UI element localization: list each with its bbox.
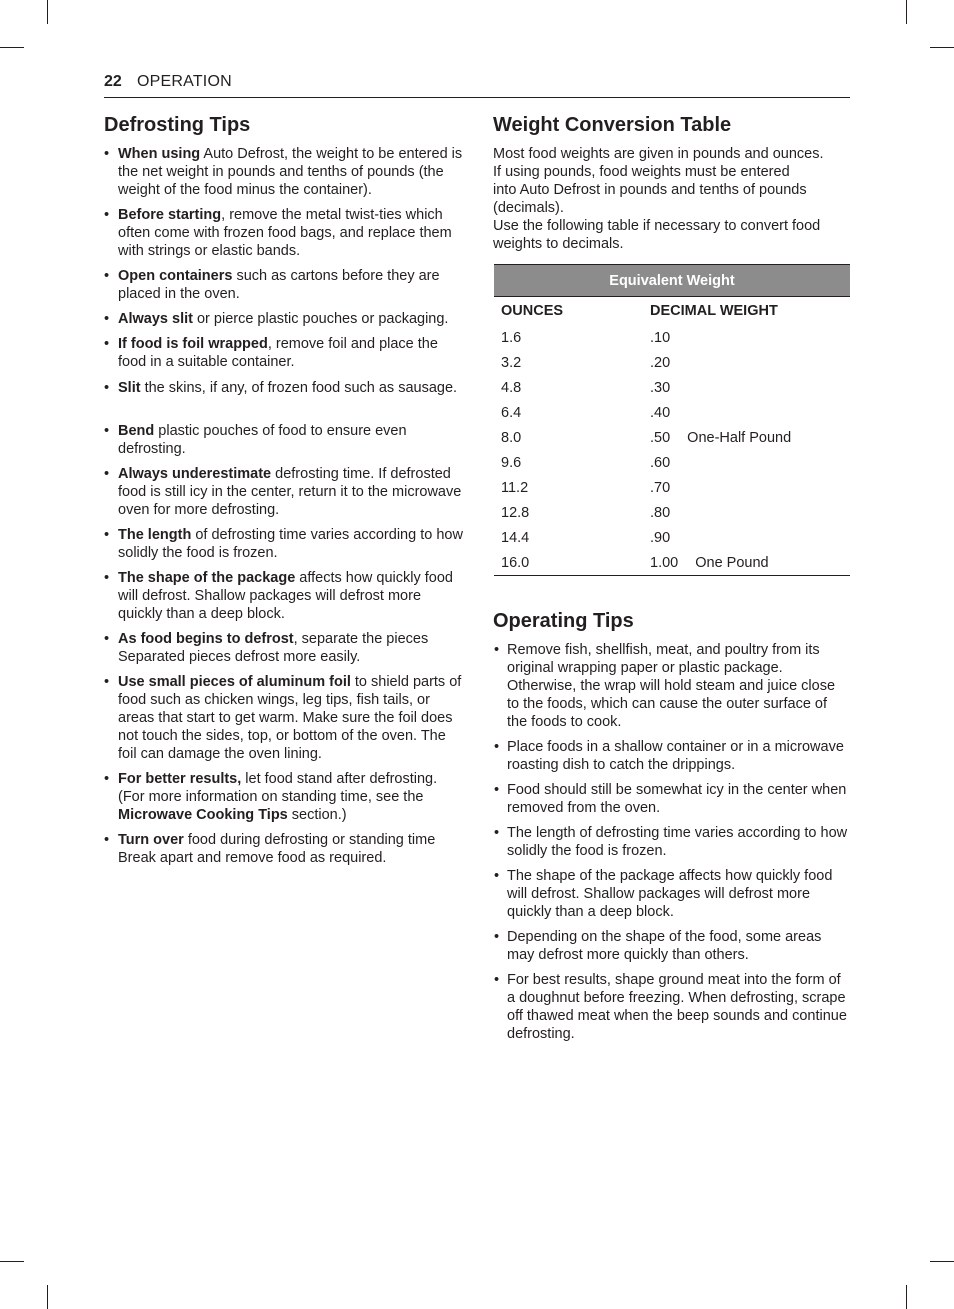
defrost-tip: • Always slit or pierce plastic pouches or packaging.	[104, 311, 449, 327]
operating-tip: • Remove fish, shellfish, meat, and poultry from its original wrapping paper or plastic package. Otherwise, the wrap will hold steam and juice close to the foods, which can cause the outer surface of the foods to cook.	[494, 642, 836, 730]
operating-tip: • Depending on the shape of the food, some areas may defrost more quickly than others.	[494, 929, 822, 963]
defrost-tip: • Turn over food during defrosting or standing time Break apart and remove food as required.	[104, 832, 436, 866]
defrost-tip: • If food is foil wrapped, remove foil and place the food in a suitable container.	[104, 336, 438, 370]
operating-tip: • The shape of the package affects how quickly food will defrost. Shallow packages will defrost more quickly than a deep block.	[494, 868, 833, 920]
defrost-tip: • The shape of the package affects how quickly food will defrost. Shallow packages will defrost more quickly than a deep block.	[104, 570, 453, 622]
operating-tip: • Food should still be somewhat icy in the center when removed from the oven.	[494, 782, 847, 816]
defrosting-tips-heading: Defrosting Tips	[104, 114, 251, 136]
defrost-tip: • Open containers such as cartons before they are placed in the oven.	[104, 268, 440, 302]
defrost-tip: • Bend plastic pouches of food to ensure even defrosting.	[104, 423, 407, 457]
defrost-tip: • Always underestimate defrosting time. If defrosted food is still icy in the center, return it to the microwave oven for more defrosting.	[104, 466, 462, 518]
table-row: 4.8 .30	[501, 379, 671, 396]
crop-mark	[930, 47, 954, 48]
crop-mark	[906, 0, 907, 24]
defrost-tip: • Before starting, remove the metal twist-ties which often come with frozen food bags, and replace them with strings or elastic bands.	[104, 207, 452, 259]
section-title: OPERATION	[137, 73, 232, 90]
table-row: 12.8 .80	[501, 504, 671, 521]
defrost-tip: • Slit the skins, if any, of frozen food such as sausage.	[104, 380, 458, 396]
table-row: 11.2 .70	[501, 479, 671, 496]
crop-mark	[0, 47, 24, 48]
defrost-tip: • The length of defrosting time varies according to how solidly the food is frozen.	[104, 527, 463, 561]
table-row: 16.0 1.00 One Pound	[494, 550, 850, 576]
operating-tip: • Place foods in a shallow container or in a microwave roasting dish to catch the drippings.	[494, 739, 844, 773]
defrost-tip: • Use small pieces of aluminum foil to shield parts of food such as chicken wings, leg tips, fish tails, or areas that start to get warm. Make sure the foil does not touch the sides, top, or bottom of the oven. The foil can damage the oven lining.	[104, 674, 462, 762]
crop-mark	[906, 1285, 907, 1309]
crop-mark	[47, 0, 48, 24]
weight-intro: Most food weights are given in pounds and ounces. If using pounds, food weights must be entered into Auto Defrost in pounds and tenths of pounds (decimals). Use the following table if necessary to convert food weights to decimals.	[493, 146, 824, 252]
crop-mark	[930, 1261, 954, 1262]
weight-conversion-heading: Weight Conversion Table	[493, 114, 732, 136]
weight-conversion-table	[494, 264, 850, 576]
table-row: 14.4 .90	[501, 529, 671, 546]
operating-tip: • For best results, shape ground meat into the form of a doughnut before freezing. When defrosting, scrape off thawed meat when the beep sounds and continue defrosting.	[494, 972, 847, 1042]
table-row: 6.4 .40	[501, 404, 671, 421]
table-row: 8.0 .50 One-Half Pound	[501, 429, 792, 446]
page-header	[104, 72, 850, 98]
crop-mark	[0, 1261, 24, 1262]
column-header-ounces: OUNCES	[501, 303, 564, 319]
defrost-tip: • When using Auto Defrost, the weight to be entered is the net weight in pounds and tenths of pounds (the weight of the food minus the container).	[104, 146, 463, 198]
page-number: 22	[104, 73, 122, 90]
defrost-tip: • As food begins to defrost, separate the pieces Separated pieces defrost more easily.	[104, 631, 429, 665]
operating-tip: • The length of defrosting time varies according to how solidly the food is frozen.	[494, 825, 848, 859]
crop-mark	[47, 1285, 48, 1309]
table-row: 9.6 .60	[501, 454, 671, 471]
operating-tips-heading: Operating Tips	[493, 610, 634, 632]
table-title: Equivalent Weight	[494, 265, 850, 297]
table-row: 1.6 .10	[501, 329, 671, 346]
column-header-decimal: DECIMAL WEIGHT	[650, 303, 778, 319]
table-row: 3.2 .20	[501, 354, 671, 371]
defrost-tip: • For better results, let food stand after defrosting. (For more information on standing time, see the Microwave Cooking Tips section.)	[104, 771, 438, 823]
